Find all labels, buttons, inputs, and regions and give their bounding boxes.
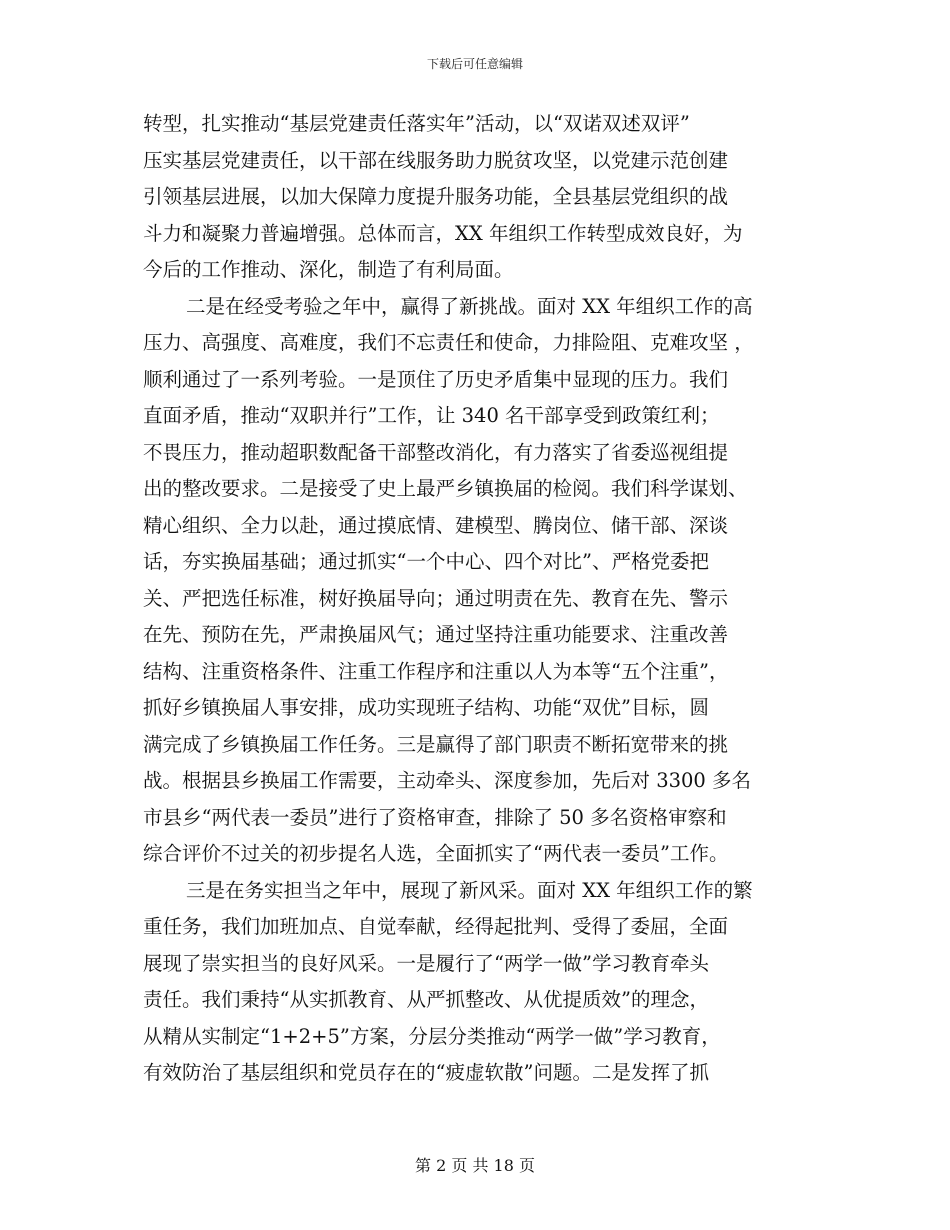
text-line: 顺利通过了一系列考验。一是顶住了历史矛盾集中显现的压力。我们 — [143, 367, 729, 391]
text-line: 市县乡“两代表一委员”进行了资格审查，排除了 50 多名资格审察和 — [143, 805, 727, 829]
text-line: 二是在经受考验之年中，赢得了新挑战。面对 XX 年组织工作的高 — [186, 294, 753, 318]
text-line: 战。根据县乡换届工作需要，主动牵头、深度参加，先后对 3300 多名 — [143, 769, 752, 792]
text-line: 三是在务实担当之年中，展现了新风采。面对 XX 年组织工作的繁 — [186, 878, 753, 902]
text-line: 引领基层进展，以加大保障力度提升服务功能，全县基层党组织的战 — [143, 185, 729, 208]
page-footer: 第 2 页 共 18 页 — [415, 1156, 535, 1175]
document-body — [143, 106, 807, 1092]
text-line: 从精从实制定“1+2+5”方案，分层分类推动“两学一做”学习教育， — [143, 1024, 721, 1048]
text-line: 责任。我们秉持“从实抓教育、从严抓整改、从优提质效”的理念， — [143, 988, 709, 1011]
page-header: 下载后可任意编辑 — [426, 57, 523, 71]
text-line: 斗力和凝聚力普遍增强。总体而言，XX 年组织工作转型成效良好，为 — [143, 221, 743, 245]
text-line: 出的整改要求。二是接受了史上最严乡镇换届的检阅。我们科学谋划、 — [143, 477, 748, 500]
text-line: 话，夯实换届基础；通过抓实“一个中心、四个对比”、严格党委把 — [143, 550, 709, 573]
text-line: 不畏压力，推动超职数配备干部整改消化，有力落实了省委巡视组提 — [143, 440, 729, 464]
text-line: 有效防治了基层组织和党员存在的“疲虚软散”问题。二是发挥了抓 — [143, 1061, 709, 1084]
text-line: 压实基层党建责任，以干部在线服务助力脱贫攻坚，以党建示范创建 — [143, 148, 729, 172]
text-line: 重任务，我们加班加点、自觉奉献，经得起批判、受得了委屈，全面 — [143, 915, 729, 938]
text-line: 关、严把选任标准，树好换届导向；通过明责在先、教育在先、警示 — [143, 586, 729, 610]
text-line: 结构、注重资格条件、注重工作程序和注重以人为本等“五个注重”， — [143, 659, 729, 683]
text-line: 转型，扎实推动“基层党建责任落实年”活动，以“双诺双述双评” — [143, 112, 690, 135]
text-line: 满完成了乡镇换届工作任务。三是赢得了部门职责不断拓宽带来的挑 — [143, 732, 729, 756]
text-line: 压力、高强度、高难度，我们不忘责任和使命，力排险阻、克难攻坚 ， — [143, 331, 754, 354]
text-line: 直面矛盾，推动“双职并行”工作，让 340 名干部享受到政策红利； — [143, 404, 720, 427]
text-line: 抓好乡镇换届人事安排，成功实现班子结构、功能“双优”目标，圆 — [143, 696, 709, 719]
text-line: 精心组织、全力以赴，通过摸底情、建模型、腾岗位、储干部、深谈 — [143, 513, 729, 537]
text-line: 今后的工作推动、深化，制造了有利局面。 — [143, 258, 514, 281]
text-line: 在先、预防在先，严肃换届风气；通过坚持注重功能要求、注重改善 — [143, 623, 729, 646]
text-line: 综合评价不过关的初步提名人选，全面抓实了“两代表一委员”工作。 — [143, 842, 729, 865]
text-line: 展现了崇实担当的良好风采。一是履行了“两学一做”学习教育牵头 — [143, 951, 709, 975]
